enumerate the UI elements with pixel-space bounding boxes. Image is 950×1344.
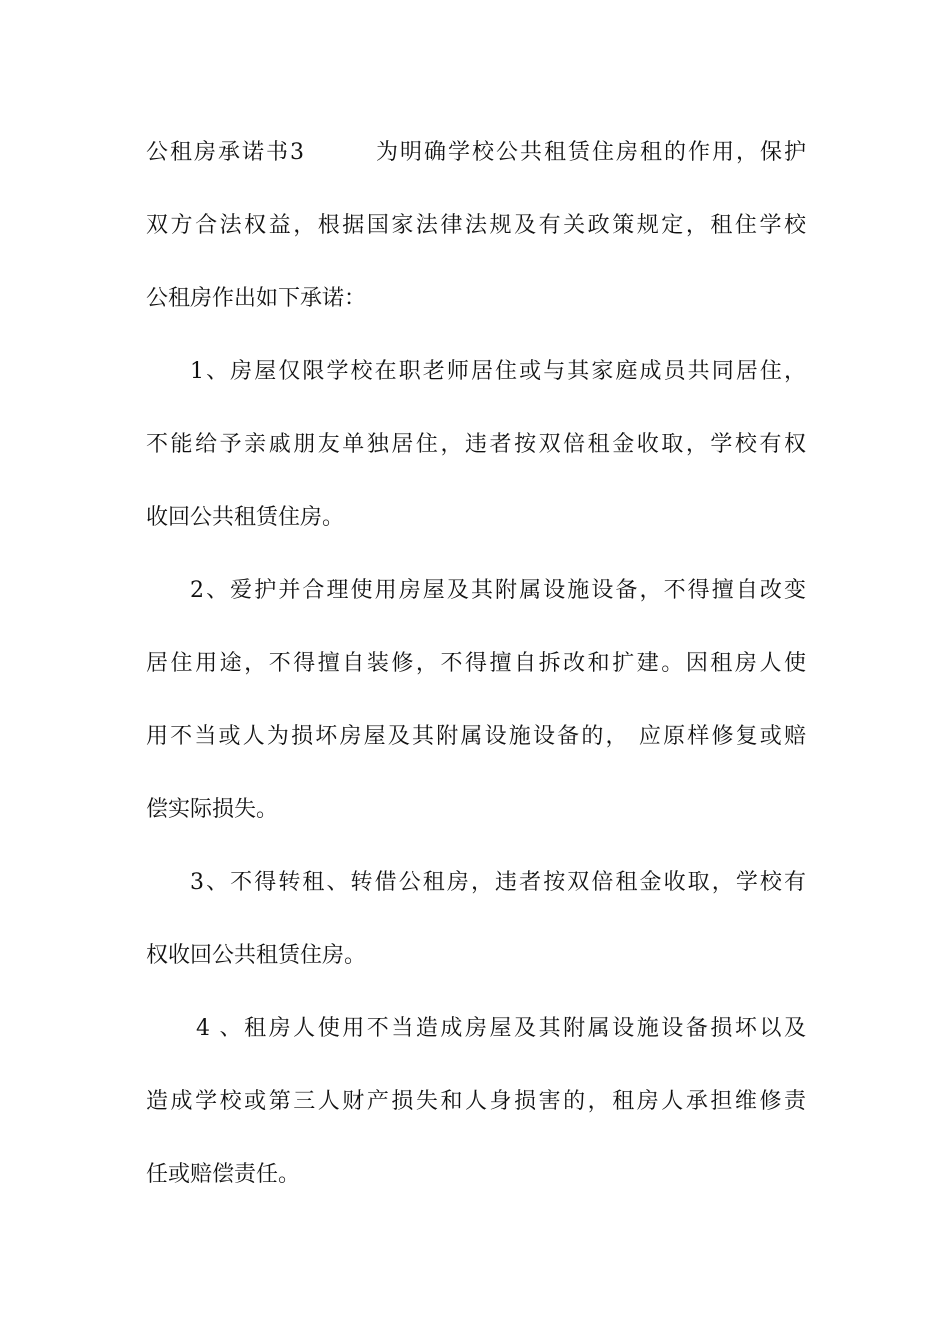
clause-4-line-3: 任或赔偿责任。 [146, 1162, 301, 1187]
clause-3-line-2: 权收回公共租赁住房。 [146, 943, 367, 968]
intro-line-3: 公租房作出如下承诺： [146, 286, 367, 311]
clause-4-line-2: 造成学校或第三人财产损失和人身损害的，租房人承担维修责 [146, 1089, 806, 1114]
clause-2-line-3: 用不当或人为损坏房屋及其附属设施设备的， 应原样修复或赔 [146, 724, 806, 749]
clause-1-line-3: 收回公共租赁住房。 [146, 505, 345, 530]
clause-3-line-1: 3、不得转租、转借公租房，违者按双倍租金收取，学校有 [190, 870, 806, 895]
intro-line-1: 公租房承诺书3 为明确学校公共租赁住房租的作用，保护 [146, 140, 806, 165]
clause-1-line-2: 不能给予亲戚朋友单独居住，违者按双倍租金收取，学校有权 [146, 432, 806, 457]
intro-line-2: 双方合法权益，根据国家法律法规及有关政策规定，租住学校 [146, 213, 806, 238]
clause-2-line-1: 2、爱护并合理使用房屋及其附属设施设备，不得擅自改变 [190, 578, 806, 603]
clause-4-line-1: 4 、租房人使用不当造成房屋及其附属设施设备损坏以及 [196, 1016, 806, 1041]
clause-1-line-1: 1、房屋仅限学校在职老师居住或与其家庭成员共同居住， [190, 359, 806, 384]
clause-2-line-4: 偿实际损失。 [146, 797, 279, 822]
clause-2-line-2: 居住用途，不得擅自装修，不得擅自拆改和扩建。因租房人使 [146, 651, 806, 676]
